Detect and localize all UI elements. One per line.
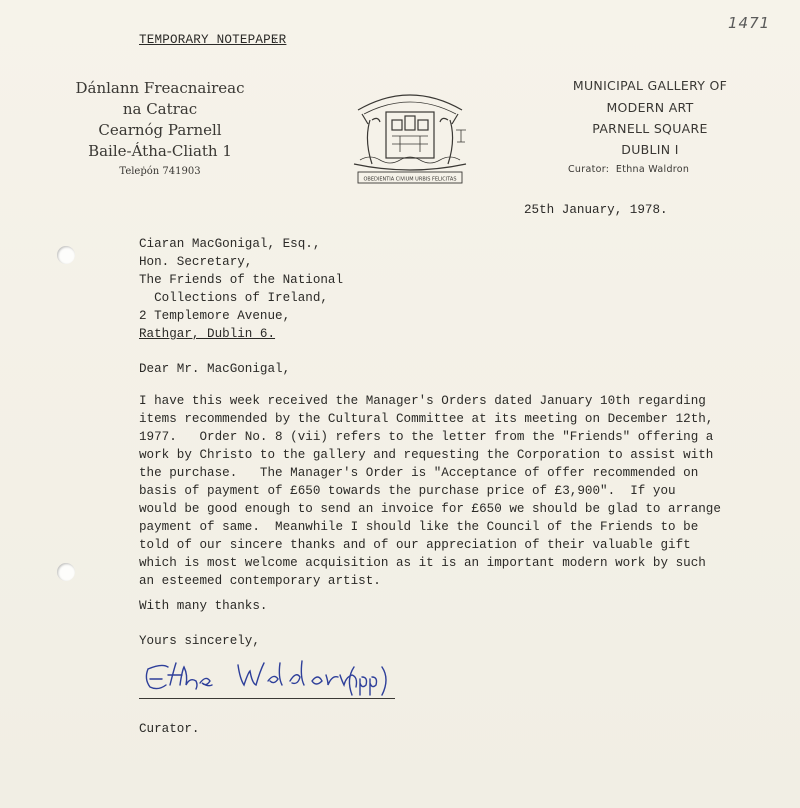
letter-date: 25th January, 1978. [524, 203, 668, 217]
address-line: Rathgar, Dublin 6. [139, 327, 276, 341]
english-letterhead-line-4: DUBLIN I [621, 142, 679, 157]
address-line: Ciaran MacGonigal, Esq., [139, 237, 321, 251]
curator-title: Curator. [139, 722, 200, 736]
body-line: work by Christo to the gallery and requesting the Corporation to assist with [139, 448, 714, 462]
english-letterhead-line-2: MODERN ART [606, 100, 694, 115]
thanks-line: With many thanks. [139, 599, 268, 613]
address-line: The Friends of the National [139, 273, 344, 287]
irish-letterhead-line-4: Baile-Átha-Cliath 1 [88, 142, 232, 160]
punch-hole [57, 563, 75, 581]
body-line: I have this week received the Manager's Orders dated January 10th regarding [139, 394, 706, 408]
dublin-crest-icon [340, 80, 480, 190]
body-line: items recommended by the Cultural Committee at its meeting on December 12th, [139, 412, 714, 426]
irish-letterhead-line-1: Dánlann Freacnaireac [75, 79, 245, 97]
address-line: Hon. Secretary, [139, 255, 253, 269]
salutation: Dear Mr. MacGonigal, [139, 362, 291, 376]
body-line: 1977. Order No. 8 (vii) refers to the letter from the "Friends" offering a [139, 430, 714, 444]
temporary-notepaper-label: TEMPORARY NOTEPAPER [139, 33, 287, 47]
closing-line: Yours sincerely, [139, 634, 260, 648]
curator-heading: Curator: Ethna Waldron [568, 164, 690, 175]
irish-telephone: Teleṗón 741903 [119, 166, 201, 177]
english-letterhead-line-3: PARNELL SQUARE [592, 121, 708, 136]
body-line: would be good enough to send an invoice for £650 we should be glad to arrange [139, 502, 721, 516]
body-line: payment of same. Meanwhile I should like the Council of the Friends to be [139, 520, 699, 534]
body-line: basis of payment of £650 towards the purchase price of £3,900". If you [139, 484, 676, 498]
english-letterhead-line-1: MUNICIPAL GALLERY OF [572, 78, 728, 93]
address-line: 2 Templemore Avenue, [139, 309, 291, 323]
body-line: an esteemed contemporary artist. [139, 574, 381, 588]
irish-letterhead-line-3: Cearnóg Parnell [98, 121, 222, 139]
irish-letterhead-line-2: na Catrac [122, 100, 198, 118]
body-line: told of our sincere thanks and of our appreciation of their valuable gift [139, 538, 691, 552]
body-line: which is most welcome acquisition as it is an important modern work by such [139, 556, 706, 570]
body-line: the purchase. The Manager's Order is "Acceptance of offer recommended on [139, 466, 699, 480]
reference-number: 1471 [728, 14, 771, 32]
signature-line [139, 698, 395, 699]
address-line: Collections of Ireland, [139, 291, 328, 305]
pencil-mark-icon [273, 36, 279, 44]
punch-hole [57, 246, 75, 264]
crest-motto: OBEDIENTIA CIVIUM URBIS FELICITAS [363, 176, 457, 183]
